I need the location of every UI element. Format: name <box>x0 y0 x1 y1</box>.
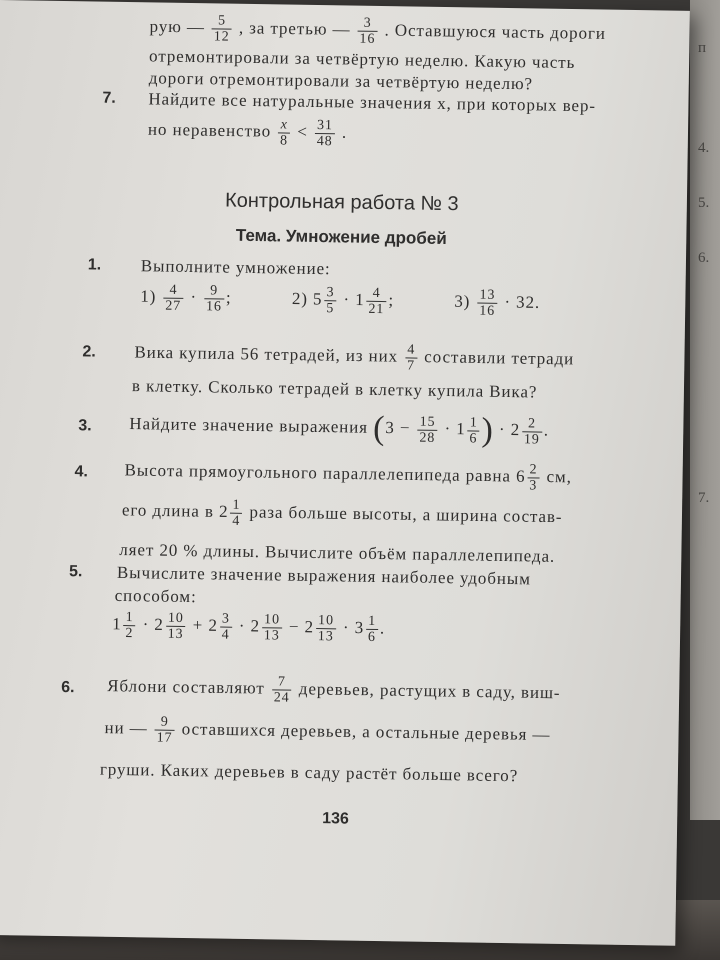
question-2-line-2: в клетку. Сколько тетрадей в клетку купила Вика? <box>131 376 538 402</box>
question-3-text: Найдите значение выражения (3 − $\frac{15}{28}$ · 1 $\frac{1}{6}$ ) · 2 $\frac{2}{19}$ . <box>129 409 550 449</box>
fraction: $\frac{1}{6}$ <box>367 613 377 645</box>
fraction: $\frac{7}{24}$ <box>272 674 292 705</box>
fraction: $\frac{2}{3}$ <box>529 462 538 494</box>
adjacent-page-mark: 7. <box>698 490 710 506</box>
fraction: $\frac{3}{5}$ <box>326 285 335 317</box>
fraction: $\frac{1}{4}$ <box>232 497 241 529</box>
question-number: 2. <box>82 343 96 361</box>
question-6-line-2: ни — $\frac{9}{17}$ оставшихся деревьев, а остальные деревья — <box>104 714 551 746</box>
fraction: $\frac{31}{48}$ <box>316 117 333 150</box>
adjacent-page-mark: п <box>698 40 707 56</box>
question-number: 6. <box>61 679 75 697</box>
fraction: $\frac{3}{4}$ <box>221 611 230 643</box>
fraction: $\frac{5}{12}$ <box>212 13 232 44</box>
fraction: $\frac{2}{19}$ <box>522 416 542 447</box>
fraction: $\frac{1}{2}$ <box>125 610 134 642</box>
top-line-3: дороги отремонтировали за четвёртую неделю? <box>148 68 534 94</box>
question-5-line-2: способом: <box>114 585 197 607</box>
question-number: 1. <box>87 256 102 274</box>
question-7-line-2: но неравенство $\frac{x}{8}$ < $\frac{31}{48}$ . <box>147 117 348 150</box>
fraction: $\frac{9}{16}$ <box>204 283 224 314</box>
page-title: Контрольная работа № 3 <box>224 189 459 216</box>
adjacent-page-mark: 6. <box>698 250 710 266</box>
fraction: $\frac{15}{28}$ <box>419 414 436 446</box>
question-4-line-1: Высота прямоугольного параллелепипеда равна 6 $\frac{2}{3}$ см, <box>124 460 572 494</box>
question-number: 5. <box>68 563 83 581</box>
fraction: $\frac{10}{13}$ <box>317 613 335 645</box>
fraction: $\frac{13}{16}$ <box>479 287 496 319</box>
adjacent-page-mark: 4. <box>698 140 710 156</box>
question-number: 4. <box>74 463 89 481</box>
question-5-expression: 1 $\frac{1}{2}$ · 2 $\frac{10}{13}$ + 2 $\frac{3}{4}$ · 2 $\frac{10}{13}$ − 2 $\frac{10}{13}$ · 3 $\frac{1}{6}$ . <box>112 610 386 645</box>
fraction: $\frac{3}{16}$ <box>357 16 377 47</box>
fraction: $\frac{4}{27}$ <box>163 283 183 314</box>
question-5-line-1: Вычислите значение выражения наиболее удобным <box>116 562 531 589</box>
fraction: $\frac{9}{17}$ <box>155 715 175 746</box>
adjacent-page-mark: 5. <box>698 195 710 211</box>
fraction: $\frac{10}{13}$ <box>167 610 184 642</box>
question-6-line-1: Яблони составляют $\frac{7}{24}$ деревьев, растущих в саду, виш- <box>107 674 561 706</box>
question-7-line-1: Найдите все натуральные значения x, при которых вер- <box>148 89 597 116</box>
question-4-line-2: его длина в 2 $\frac{1}{4}$ раза больше высоты, а ширина состав- <box>121 497 563 529</box>
adjacent-page <box>690 0 720 820</box>
question-2-line-1: Вика купила 56 тетрадей, из них $\frac{4}{7}$ составили тетради <box>134 342 575 374</box>
top-line-1: рую — $\frac{5}{12}$ , за третью — $\frac{3}{16}$ . Оставшуюся часть дороги <box>149 13 606 47</box>
page-number: 136 <box>322 810 350 828</box>
question-number: 3. <box>78 417 92 435</box>
question-1-text: Выполните умножение: <box>140 256 331 279</box>
question-6-line-3: груши. Каких деревьев в саду растёт больше всего? <box>99 759 519 786</box>
question-4-line-3: ляет 20 % длины. Вычислите объём параллелепипеда. <box>119 539 556 566</box>
question-number: 7. <box>102 89 116 107</box>
fraction: $\frac{x}{8}$ <box>278 117 290 148</box>
page-subtitle: Тема. Умножение дробей <box>235 225 447 249</box>
question-1-items: 1) $\frac{4}{27}$ · $\frac{9}{16}$ ; 2) 5 $\frac{3}{5}$ · 1 $\frac{4}{21}$ ; 3) $\frac{13}{16}$ · 32. <box>140 282 541 319</box>
top-line-2: отремонтировали за четвёртую неделю. Какую часть <box>148 46 576 73</box>
fraction: $\frac{4}{21}$ <box>366 286 386 317</box>
fraction: $\frac{10}{13}$ <box>263 612 281 644</box>
fraction: $\frac{1}{6}$ <box>469 414 478 447</box>
fraction: $\frac{4}{7}$ <box>406 342 416 374</box>
